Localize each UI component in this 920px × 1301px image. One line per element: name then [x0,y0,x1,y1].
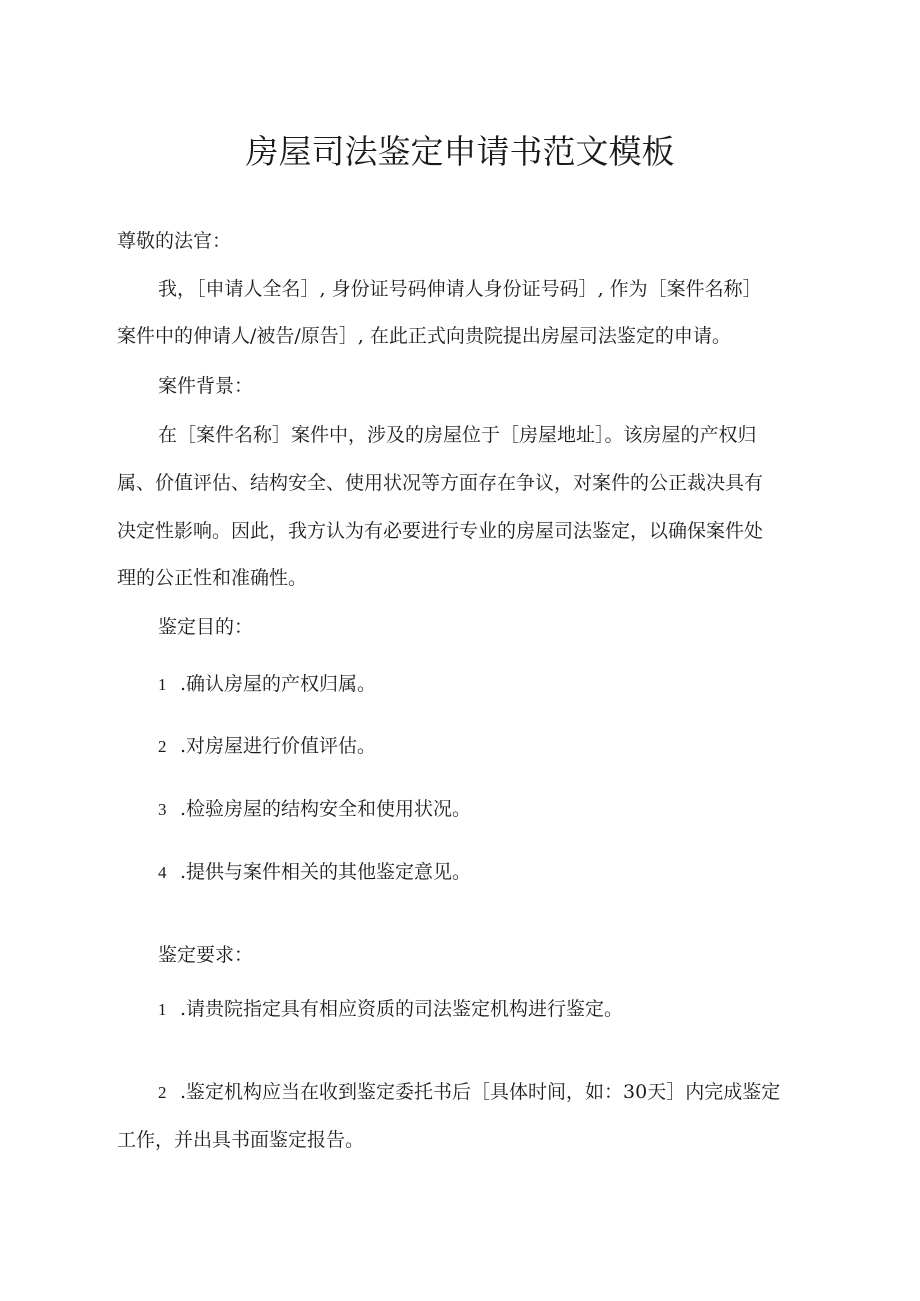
section-heading-purpose: 鉴定目的： [158,616,254,638]
background-line-1: 在［案件名称］案件中，涉及的房屋位于［房屋地址］。该房屋的产权归 [158,424,757,446]
section-heading-requirements: 鉴定要求： [158,944,254,966]
list-number: 1 [158,675,167,694]
section-heading-background: 案件背景： [158,375,254,397]
purpose-item-2 [158,734,376,759]
requirement-item-2-continuation: 工作，并出具书面鉴定报告。 [117,1129,365,1151]
background-line-2: 属、价值评估、结构安全、使用状况等方面存在争议，对案件的公正裁决具有 [117,472,764,494]
list-number: 1 [158,1000,167,1019]
background-line-4: 理的公正性和准确性。 [117,567,308,589]
salutation: 尊敬的法官： [117,230,232,252]
list-number: 2 [158,737,167,756]
list-number: 4 [158,863,167,882]
list-number: 3 [158,800,167,819]
purpose-item-1 [158,672,376,697]
requirement-item-2 [158,1080,780,1105]
list-item-text: .鉴定机构应当在收到鉴定委托书后［具体时间，如：30天］内完成鉴定 [180,1081,781,1103]
purpose-item-4 [158,860,471,885]
list-item-text: .检验房屋的结构安全和使用状况。 [180,798,472,820]
intro-line-2: 案件中的伸请人/被告/原告］, 在此正式向贵院提出房屋司法鉴定的申请。 [117,325,731,347]
list-item-text: .对房屋进行价值评估。 [180,735,377,757]
list-item-text: .请贵院指定具有相应资质的司法鉴定机构进行鉴定。 [180,998,624,1020]
list-item-text: .确认房屋的产权归属。 [180,673,377,695]
requirement-item-1 [158,997,623,1022]
list-number: 2 [158,1083,167,1102]
purpose-item-3 [158,797,471,822]
background-line-3: 决定性影响。因此，我方认为有必要进行专业的房屋司法鉴定，以确保案件处 [117,520,764,542]
list-item-text: .提供与案件相关的其他鉴定意见。 [180,861,472,883]
page-title: 房屋司法鉴定申请书范文模板 [245,132,675,171]
intro-line-1: 我，［申请人全名］, 身份证号码伸请人身份证号码］, 作为［案件名称］ [158,278,762,300]
